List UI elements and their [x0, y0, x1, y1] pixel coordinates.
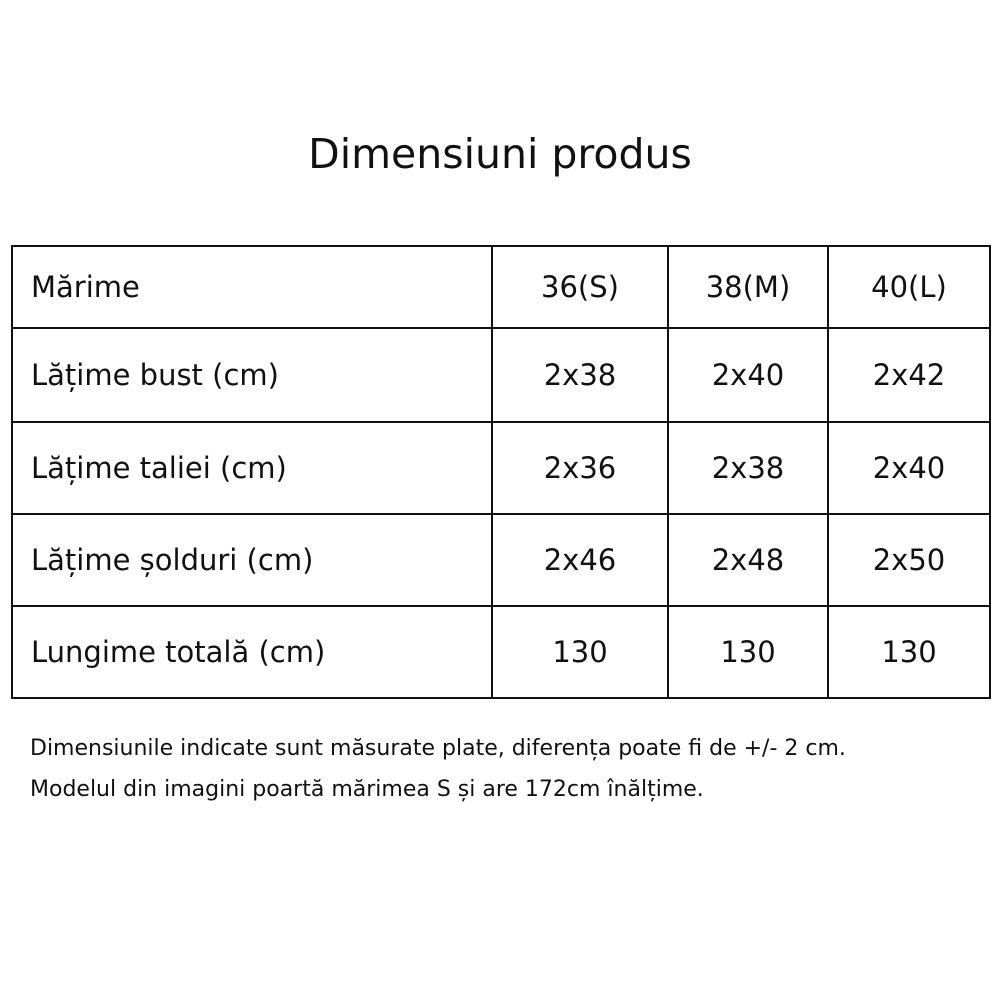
cell-value: 2x38	[492, 328, 668, 422]
table-row	[12, 328, 990, 422]
note-measurement: Dimensiunile indicate sunt măsurate plate, diferența poate fi de +/- 2 cm.	[30, 736, 846, 761]
table-row	[12, 606, 990, 698]
cell-value: 2x38	[668, 422, 828, 514]
cell-value: 2x40	[828, 422, 990, 514]
header-size-l: 40(L)	[828, 246, 990, 328]
row-label: Lungime totală (cm)	[12, 606, 492, 698]
row-label: Lățime taliei (cm)	[12, 422, 492, 514]
header-size-m: 38(M)	[668, 246, 828, 328]
header-size-s: 36(S)	[492, 246, 668, 328]
cell-value: 2x36	[492, 422, 668, 514]
cell-value: 2x42	[828, 328, 990, 422]
table-row	[12, 514, 990, 606]
page-title: Dimensiuni produs	[308, 130, 692, 178]
cell-value: 2x50	[828, 514, 990, 606]
row-label: Lățime șolduri (cm)	[12, 514, 492, 606]
table-header-row	[12, 246, 990, 328]
header-size-label: Mărime	[12, 246, 492, 328]
cell-value: 130	[828, 606, 990, 698]
cell-value: 2x48	[668, 514, 828, 606]
cell-value: 130	[668, 606, 828, 698]
size-table	[11, 245, 991, 699]
notes	[30, 728, 980, 810]
table-row	[12, 422, 990, 514]
note-model-size: Modelul din imagini poartă mărimea S și are 172cm înălțime.	[30, 777, 704, 802]
cell-value: 2x40	[668, 328, 828, 422]
cell-value: 2x46	[492, 514, 668, 606]
row-label: Lățime bust (cm)	[12, 328, 492, 422]
cell-value: 130	[492, 606, 668, 698]
